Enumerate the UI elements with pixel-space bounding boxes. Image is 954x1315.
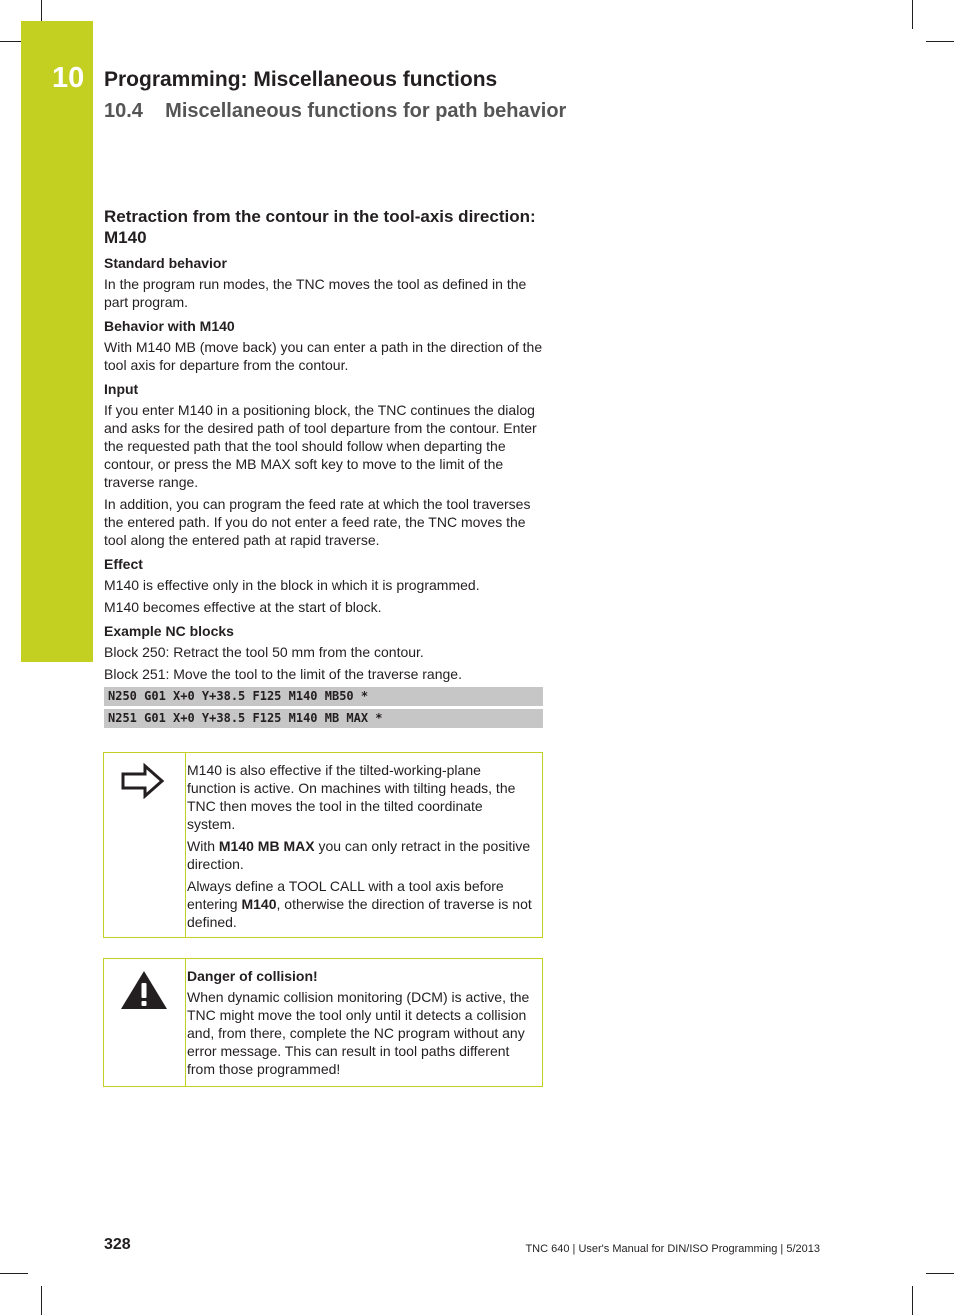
code-line: N251 G01 X+0 Y+38.5 F125 M140 MB MAX * [104,709,543,728]
effect-heading: Effect [104,556,143,572]
note-divider [185,959,186,1086]
info-note-p2 [187,837,532,873]
crop-mark [0,41,21,42]
crop-mark [0,1273,28,1274]
info-note-p3-keyword: M140 [241,896,277,912]
note-divider [185,753,186,937]
warning-title: Danger of collision! [187,968,318,984]
standard-text: In the program run modes, the TNC moves the tool as defined in the part program. [104,276,527,310]
crop-mark [41,0,42,21]
crop-mark [912,1286,913,1315]
page-number: 328 [104,1236,131,1253]
example-text-1: Block 250: Retract the tool 50 mm from the contour. [104,644,424,660]
info-note-p2-keyword: M140 MB MAX [218,838,315,854]
info-note-p2-text: With [187,838,219,854]
example-text-2: Block 251: Move the tool to the limit of the traverse range. [104,666,462,682]
footer-manual-title: TNC 640 | User's Manual for DIN/ISO Programming | 5/2013 [525,1243,820,1255]
chapter-tab [21,21,93,662]
chapter-number: 10 [52,62,85,94]
effect-text-1: M140 is effective only in the block in which it is programmed. [104,577,480,593]
warning-body: When dynamic collision monitoring (DCM) is active, the TNC might move the tool only until it detects a collision and, from there, complete the NC program without any error message. This can result in tool paths different from those programmed! [187,989,530,1077]
info-note-p2-text: you can only retract in the positive direction. [187,838,531,872]
main-content [104,206,544,731]
effect-text-2: M140 becomes effective at the start of block. [104,599,382,615]
warning-icon [119,969,169,1011]
info-note-p3-text: Always define a TOOL CALL with a tool axis before entering [187,878,504,912]
example-heading: Example NC blocks [104,623,234,639]
input-text-1: If you enter M140 in a positioning block, the TNC continues the dialog and asks for the desired path of tool departure from the contour. Enter the requested path that the tool should follow when departing the contour, or press the MB MAX soft key to move to the limit of the traverse range. [104,402,537,490]
crop-mark [926,41,954,42]
warning-note [103,958,543,1087]
info-note [103,752,543,938]
chapter-title: Programming: Miscellaneous functions [104,68,498,91]
behavior-heading: Behavior with M140 [104,318,235,334]
info-note-p1: M140 is also effective if the tilted-working-plane function is active. On machines with tilting heads, the TNC then moves the tool in the tilted coordinate system. [187,762,516,832]
behavior-text: With M140 MB (move back) you can enter a path in the direction of the tool axis for departure from the contour. [104,339,543,373]
info-note-p3-text: , otherwise the direction of traverse is not defined. [187,896,532,930]
input-text-2: In addition, you can program the feed rate at which the tool traverses the entered path. If you do not enter a feed rate, the TNC moves the tool along the entered path at rapid traverse. [104,496,531,548]
info-note-text [187,761,532,935]
arrow-right-icon [120,763,166,799]
warning-note-text [187,967,532,1082]
page-heading-line2: M140 [104,228,147,247]
crop-mark [926,1273,954,1274]
standard-heading: Standard behavior [104,255,227,271]
section-title: 10.4 Miscellaneous functions for path behavior [104,100,567,122]
crop-mark [41,1286,42,1315]
info-note-p3 [187,877,532,931]
code-line: N250 G01 X+0 Y+38.5 F125 M140 MB50 * [104,687,543,706]
input-heading: Input [104,381,139,397]
page-heading [104,206,544,248]
crop-mark [912,0,913,29]
page-heading-line1: Retraction from the contour in the tool-axis direction: [104,207,536,226]
